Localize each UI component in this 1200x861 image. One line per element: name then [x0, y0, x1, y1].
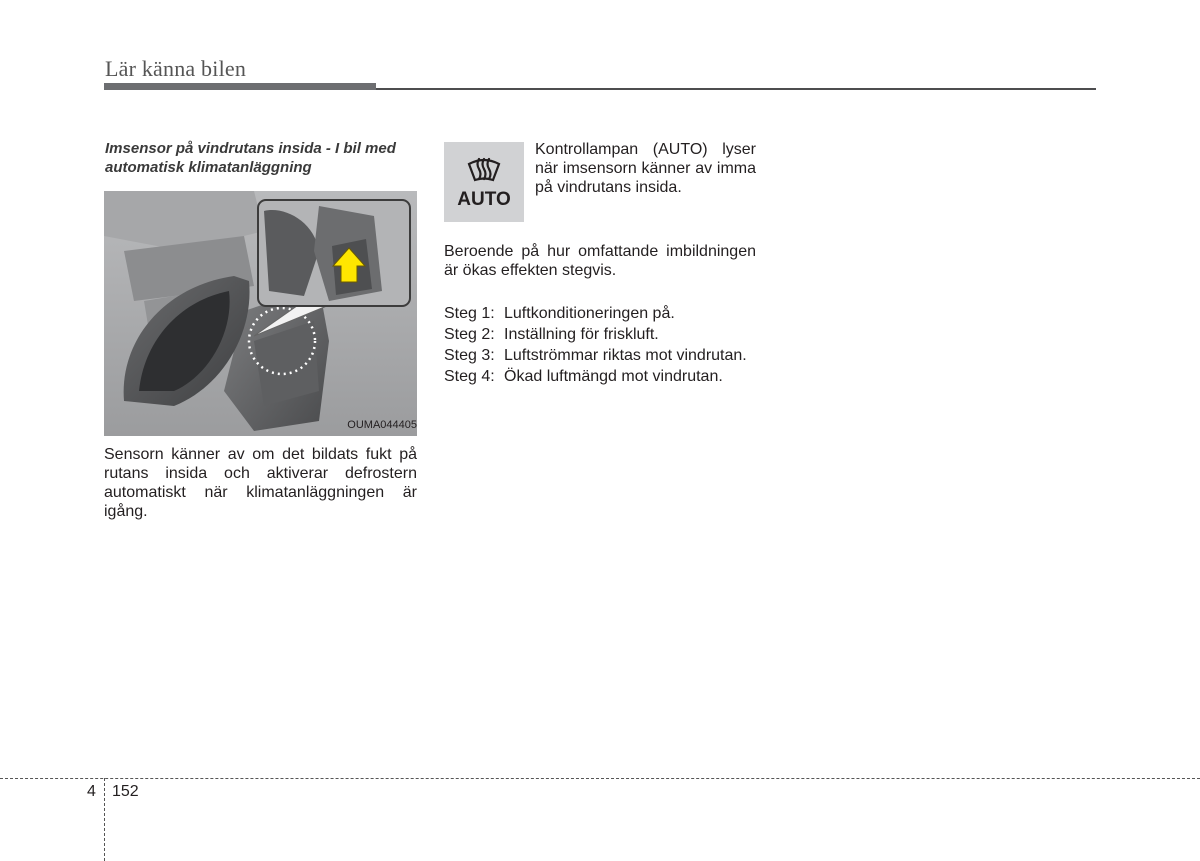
- chapter-number: 4: [87, 783, 96, 800]
- step-label: Steg 2:: [444, 326, 495, 343]
- footer-divider: [104, 778, 105, 861]
- lamp-paragraph: Kontrollampan (AUTO) lyser när imsensorn känner av imma på vindrutans insida.: [535, 141, 756, 196]
- step-text: Luftströmmar riktas mot vindrutan.: [504, 347, 747, 364]
- fog-sensor-illustration: [104, 191, 417, 436]
- list-item: [444, 325, 756, 344]
- windshield-defrost-icon: [469, 159, 499, 180]
- step-text: Inställning för friskluft.: [504, 326, 659, 343]
- step-label: Steg 1:: [444, 305, 495, 322]
- list-item: [444, 367, 756, 386]
- list-item: [444, 346, 756, 365]
- step-text: Luftkonditioneringen på.: [504, 305, 675, 322]
- list-item: [444, 304, 756, 323]
- page-number: 152: [112, 783, 139, 800]
- header-rule-thick: [104, 83, 376, 90]
- auto-defrost-indicator: [444, 142, 524, 222]
- step-label: Steg 3:: [444, 347, 495, 364]
- page-section-title: Lär känna bilen: [105, 56, 247, 81]
- header-rule-thin: [376, 88, 1096, 90]
- effect-paragraph: Beroende på hur omfattande imbildningen är ökas effekten stegvis.: [444, 243, 756, 279]
- steps-list: [444, 304, 756, 388]
- footer-rule: [0, 778, 1200, 779]
- auto-label: AUTO: [457, 189, 511, 210]
- step-text: Ökad luftmängd mot vindrutan.: [504, 368, 723, 385]
- fog-sensor-photo: [104, 191, 417, 436]
- sensor-paragraph: Sensorn känner av om det bildats fukt på rutans insida och aktiverar defrostern automatiskt när klimatanläggningen är igång.: [104, 446, 417, 520]
- step-label: Steg 4:: [444, 368, 495, 385]
- section-heading: Imsensor på vindrutans insida - I bil med automatisk klimatanläggning: [105, 140, 396, 176]
- figure-code: OUMA044405: [347, 419, 417, 431]
